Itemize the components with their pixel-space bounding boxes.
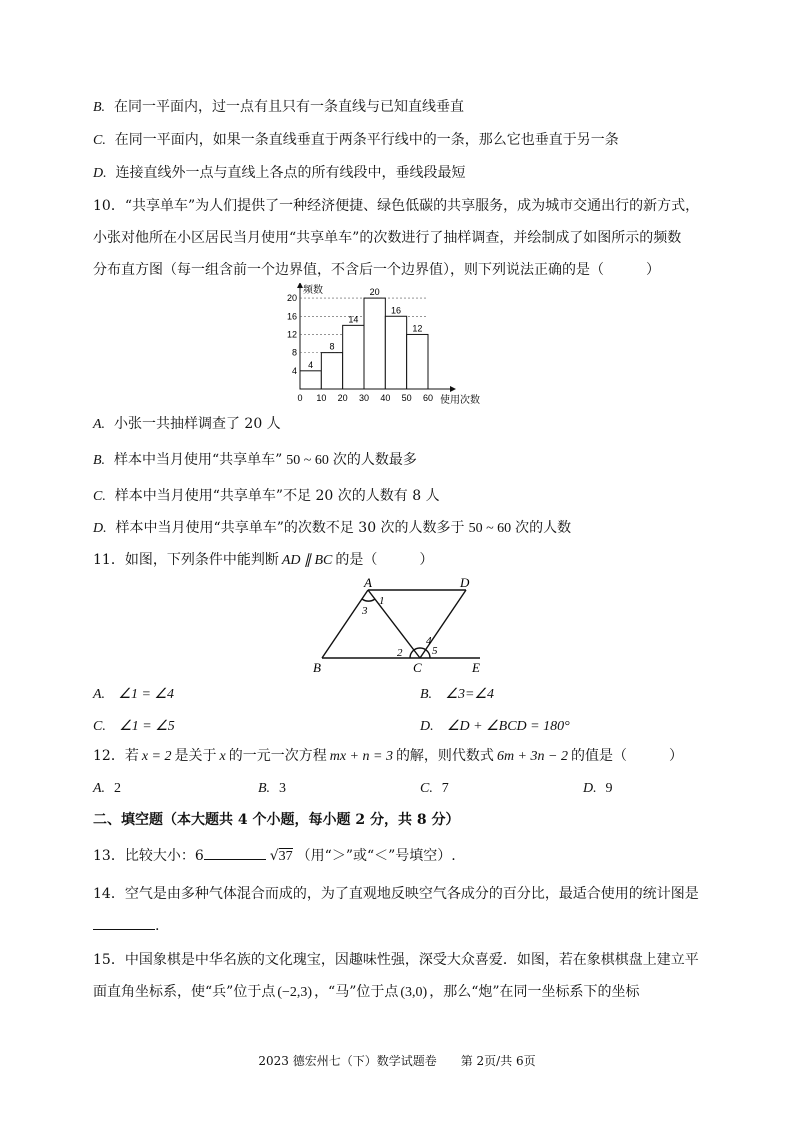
q12-option-a [93, 778, 121, 799]
q13-answer-blank[interactable] [204, 859, 266, 860]
bar-value-label: 12 [412, 323, 423, 334]
q12-eq3: 6m + 3n − 2 [496, 749, 568, 764]
q12-eq2: mx + n = 3 [329, 749, 393, 764]
histogram-bar [385, 316, 406, 389]
option-text-post: 次的人数最多 [332, 452, 417, 468]
q9-option-c [93, 130, 619, 151]
label-c: C [413, 660, 422, 675]
page-footer: 2023 德宏州七（下）数学试题卷 第 2页/共 6页 [258, 1054, 536, 1068]
q13-pre: 13．比较大小：6 [93, 848, 204, 864]
histogram-bar [321, 353, 342, 389]
q12-p3: 的一元一次方程 [228, 748, 327, 764]
sqrt-radicand: 37 [278, 849, 293, 864]
option-letter: B. [93, 100, 106, 115]
x-tick-label: 20 [337, 393, 348, 403]
option-text: ∠1 = ∠4 [118, 687, 174, 702]
frequency-histogram [280, 283, 480, 407]
q15-point-bing: (−2,3) [277, 985, 313, 1000]
option-letter: C. [93, 719, 106, 734]
histogram-bar [407, 334, 428, 389]
option-letter: C. [420, 781, 433, 796]
label-d: D [460, 575, 470, 590]
q12-stem [93, 746, 683, 767]
q11-stem-pre: 11．如图，下列条件中能判断 [93, 552, 279, 568]
section-heading: 二、填空题（本大题共 4 个小题，每小题 2 分，共 8 分） [93, 812, 460, 828]
y-tick-label: 12 [286, 329, 297, 340]
option-letter: B. [93, 453, 106, 468]
option-letter: D. [420, 719, 434, 734]
option-letter: D. [93, 521, 107, 536]
q10-option-c [93, 486, 440, 507]
q12-p1: 12．若 [93, 748, 139, 764]
option-letter: B. [420, 687, 433, 702]
option-text: ∠1 = ∠5 [119, 719, 175, 734]
sqrt-icon: √ [269, 848, 279, 864]
bar-value-label: 4 [308, 359, 314, 370]
q10-stem-text: 分布直方图（每一组含前一个边界值，不含后一个边界值），则下列说法正确的是（ [93, 262, 604, 278]
q10-option-b [93, 450, 417, 471]
q11-condition: AD ∥ BC [281, 553, 333, 568]
option-text: ∠D + ∠BCD = 180° [446, 719, 570, 734]
option-text: 在同一平面内，如果一条直线垂直于两条平行线中的一条，那么它也垂直于另一条 [114, 132, 619, 148]
x-tick-label: 10 [316, 393, 327, 403]
angle-arc-a [362, 599, 375, 601]
q11-paren-end: ） [419, 552, 434, 568]
q13-stem [93, 846, 456, 867]
x-tick-label: 60 [422, 393, 434, 403]
option-letter: A. [93, 781, 106, 796]
option-text: 7 [441, 781, 449, 796]
q10-option-d [93, 518, 571, 539]
x-tick-label: 0 [297, 393, 303, 403]
option-text: 3 [278, 781, 286, 796]
q14-answer-blank[interactable] [93, 929, 155, 930]
segment-ac [368, 590, 420, 658]
y-tick-label: 8 [291, 347, 297, 358]
x-axis-arrow-icon [450, 386, 456, 392]
option-text: 2 [113, 781, 121, 796]
q12-p4: 的解，则代数式 [395, 748, 494, 764]
q15-point-ma: (3,0) [400, 985, 428, 1000]
q12-option-d [583, 778, 613, 799]
q10-stem-line2: 小张对他所在小区居民当月使用“共享单车”的次数进行了抽样调查，并绘制成了如图所示的频数 [93, 230, 682, 246]
q15-p2: ，“马”位于点 [314, 984, 399, 1000]
q15-stem-line1: 15．中国象棋是中华名族的文化瑰宝，因趣味性强，深受大众喜爱．如图，若在象棋棋盘上建立平 [93, 952, 699, 968]
option-text: ∠3=∠4 [445, 687, 494, 702]
y-tick-label: 4 [291, 365, 297, 376]
bar-value-label: 16 [390, 305, 402, 316]
q12-option-b [258, 778, 286, 799]
angle-label-4: 4 [426, 635, 432, 647]
q10-option-a [93, 414, 281, 435]
parallelogram-figure [300, 572, 500, 678]
x-tick-label: 40 [380, 393, 391, 403]
q14-answer-line [93, 916, 159, 936]
angle-label-5: 5 [432, 645, 438, 657]
option-letter: C. [93, 133, 106, 148]
x-axis-label: 使用次数 [440, 395, 480, 406]
range-expr: 50 ~ 60 [468, 521, 512, 536]
q11-option-d [420, 716, 570, 737]
histogram-bar [364, 298, 385, 389]
q11-option-a [93, 684, 174, 705]
q10-stem-line3 [93, 260, 660, 280]
q11-stem [93, 550, 433, 571]
label-e: E [472, 660, 480, 675]
option-letter: D. [93, 166, 107, 181]
q14-stem: 14．空气是由多种气体混合而成的，为了直观地反映空气各成分的百分比，最适合使用的统计图是 [93, 886, 699, 902]
option-letter: D. [583, 781, 597, 796]
q14-end: . [155, 918, 160, 934]
option-text-post: 次的人数 [515, 520, 572, 536]
q15-p3: ，那么“炮”在同一坐标系下的坐标 [429, 984, 640, 1000]
label-a: A [364, 575, 372, 590]
q11-option-c [93, 716, 175, 737]
q10-stem-line1: 10．“共享单车”为人们提供了一种经济便捷、绿色低碳的共享服务，成为城市交通出行的新方式， [93, 198, 700, 214]
q9-option-d [93, 163, 466, 184]
option-text: 小张一共抽样调查了 20 人 [113, 416, 281, 432]
range-expr: 50 ~ 60 [286, 453, 329, 468]
option-letter: A. [93, 417, 106, 432]
q11-option-b [420, 684, 494, 705]
histogram-bar [300, 371, 321, 389]
y-tick-label: 16 [286, 311, 297, 322]
option-text: 9 [605, 781, 613, 796]
bar-value-label: 8 [329, 341, 335, 352]
option-text-pre: 样本中当月使用“共享单车” [113, 452, 283, 468]
bar-value-label: 14 [348, 314, 359, 325]
q15-stem-line2 [93, 982, 640, 1003]
bar-value-label: 20 [369, 287, 380, 298]
option-letter: B. [258, 781, 271, 796]
q10-paren-end: ） [646, 262, 660, 278]
option-text: 样本中当月使用“共享单车”不足 20 次的人数有 8 人 [114, 488, 440, 504]
q12-eq1: x = 2 [141, 749, 172, 764]
q9-option-b [93, 97, 464, 118]
q15-p1: 面直角坐标系，使“兵”位于点 [93, 984, 276, 1000]
option-text: 在同一平面内，过一点有且只有一条直线与已知直线垂直 [113, 99, 464, 115]
x-tick-label: 30 [358, 393, 370, 403]
q12-p2: 是关于 [174, 748, 217, 764]
option-letter: A. [93, 687, 106, 702]
q12-paren-end: ） [668, 748, 683, 764]
y-axis-label: 频数 [303, 285, 323, 296]
y-tick-label: 20 [286, 293, 297, 304]
q11-stem-post: 的是（ [335, 552, 378, 568]
option-text: 连接直线外一点与直线上各点的所有线段中，垂线段最短 [115, 165, 466, 181]
angle-label-3: 3 [362, 605, 368, 617]
label-b: B [313, 660, 321, 675]
segment-ab [322, 590, 368, 658]
q12-x: x [219, 749, 226, 764]
option-text-pre: 样本中当月使用“共享单车”的次数不足 30 次的人数多于 [115, 520, 465, 536]
option-letter: C. [93, 489, 106, 504]
x-tick-label: 50 [401, 393, 412, 403]
q12-p5: 的值是（ [570, 748, 627, 764]
angle-label-1: 1 [379, 595, 385, 607]
segment-dc [420, 590, 466, 658]
angle-label-2: 2 [397, 647, 403, 659]
q12-option-c [420, 778, 449, 799]
histogram-bar [343, 325, 364, 389]
q13-post: （用“＞”或“＜”号填空）. [296, 848, 456, 864]
sqrt-expr [270, 848, 293, 864]
